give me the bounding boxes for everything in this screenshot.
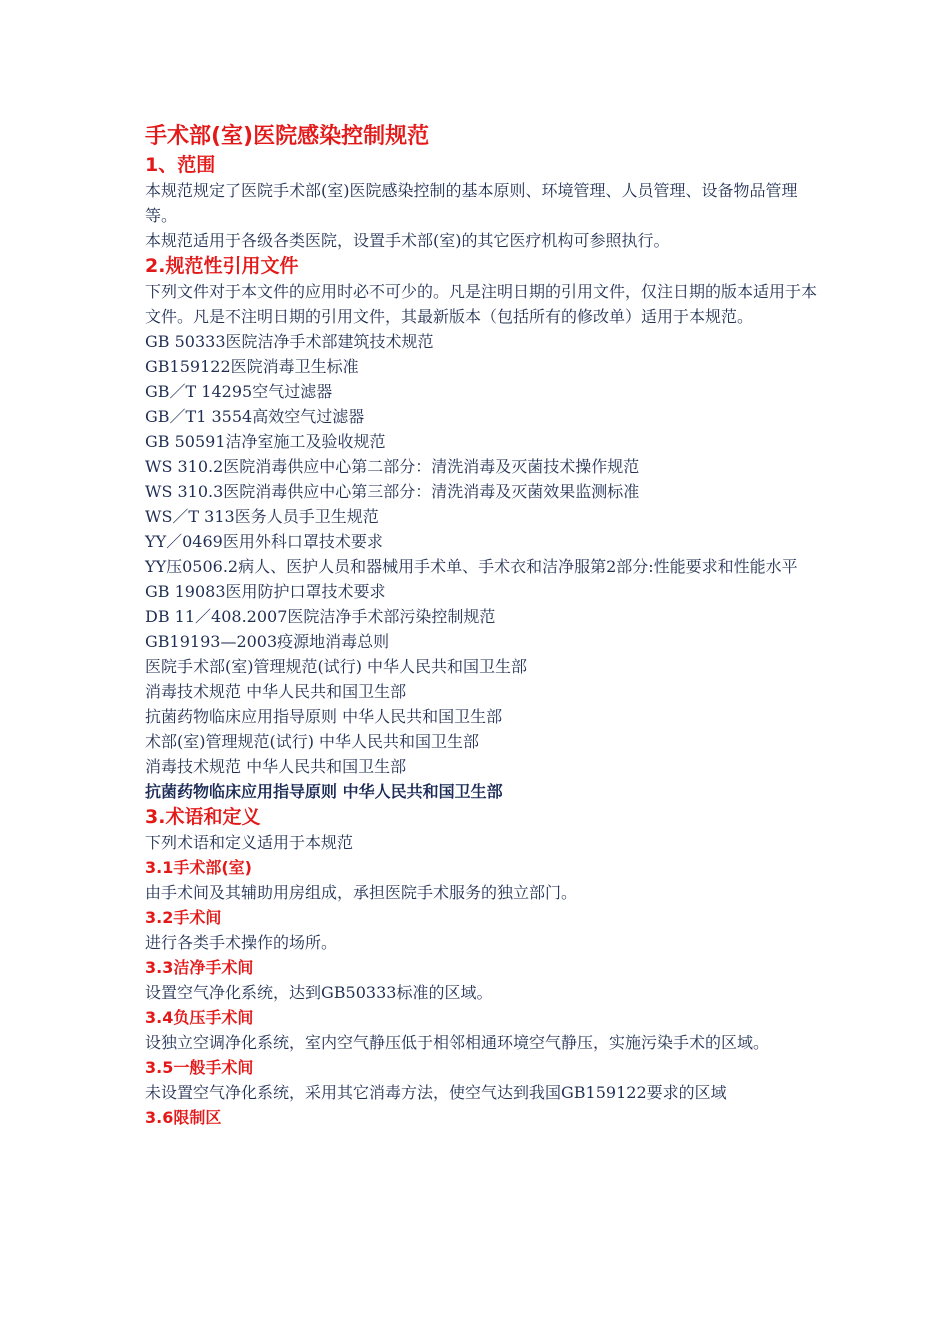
reference-item: GB 50591洁净室施工及验收规范: [145, 432, 386, 451]
term-heading: 3.6限制区: [145, 1108, 222, 1127]
reference-item: GB 50333医院洁净手术部建筑技术规范: [145, 332, 434, 351]
reference-item: GB／T1 3554高效空气过滤器: [145, 407, 365, 426]
reference-item: WS 310.2医院消毒供应中心第二部分：清洗消毒及灭菌技术操作规范: [145, 457, 640, 476]
section-1-heading: 1、范围: [145, 154, 216, 176]
reference-item: 医院手术部(室)管理规范(试行) 中华人民共和国卫生部: [145, 657, 528, 676]
reference-item-bold: 抗菌药物临床应用指导原则 中华人民共和国卫生部: [145, 782, 503, 801]
reference-item: GB 19083医用防护口罩技术要求: [145, 582, 386, 601]
section-2-heading: 2.规范性引用文件: [145, 255, 299, 277]
reference-item: YY压0506.2病人、医护人员和器械用手术单、手术衣和洁净服第2部分:性能要求和性能水平: [145, 557, 798, 576]
document-page: [145, 122, 817, 1130]
section-1-paragraph: 本规范适用于各级各类医院，设置手术部(室)的其它医疗机构可参照执行。: [145, 231, 670, 250]
term-heading: 3.4负压手术间: [145, 1008, 254, 1027]
term-definition: 进行各类手术操作的场所。: [145, 933, 338, 952]
reference-item: GB19193—2003疫源地消毒总则: [145, 632, 390, 651]
section-3-heading: 3.术语和定义: [145, 806, 261, 828]
reference-item: YY／0469医用外科口罩技术要求: [145, 532, 383, 551]
reference-item: 术部(室)管理规范(试行) 中华人民共和国卫生部: [145, 732, 480, 751]
reference-item: GB／T 14295空气过滤器: [145, 382, 333, 401]
reference-item: 消毒技术规范 中华人民共和国卫生部: [145, 757, 407, 776]
term-heading: 3.3洁净手术间: [145, 958, 254, 977]
section-3-intro: 下列术语和定义适用于本规范: [145, 833, 354, 852]
term-definition: 未设置空气净化系统，采用其它消毒方法，使空气达到我国GB159122要求的区域: [145, 1083, 727, 1102]
term-heading: 3.1手术部(室): [145, 858, 252, 877]
reference-item: WS／T 313医务人员手卫生规范: [145, 507, 379, 526]
document-title: 手术部(室)医院感染控制规范: [145, 124, 430, 149]
reference-item: WS 310.3医院消毒供应中心第三部分：清洗消毒及灭菌效果监测标准: [145, 482, 640, 501]
section-2-intro: 下列文件对于本文件的应用时必不可少的。凡是注明日期的引用文件，仅注日期的版本适用于本文件。凡是不注明日期的引用文件，其最新版本（包括所有的修改单）适用于本规范。: [145, 282, 818, 326]
term-definition: 设独立空调净化系统，室内空气静压低于相邻相通环境空气静压，实施污染手术的区域。: [145, 1033, 770, 1052]
term-definition: 设置空气净化系统，达到GB50333标准的区域。: [145, 983, 493, 1002]
section-1-paragraph: 本规范规定了医院手术部(室)医院感染控制的基本原则、环境管理、人员管理、设备物品管理等。: [145, 181, 798, 225]
term-heading: 3.5一般手术间: [145, 1058, 254, 1077]
reference-item: 消毒技术规范 中华人民共和国卫生部: [145, 682, 407, 701]
reference-item: DB 11／408.2007医院洁净手术部污染控制规范: [145, 607, 496, 626]
reference-item: 抗菌药物临床应用指导原则 中华人民共和国卫生部: [145, 707, 503, 726]
reference-item: GB159122医院消毒卫生标准: [145, 357, 359, 376]
term-heading: 3.2手术间: [145, 908, 222, 927]
term-definition: 由手术间及其辅助用房组成，承担医院手术服务的独立部门。: [145, 883, 578, 902]
